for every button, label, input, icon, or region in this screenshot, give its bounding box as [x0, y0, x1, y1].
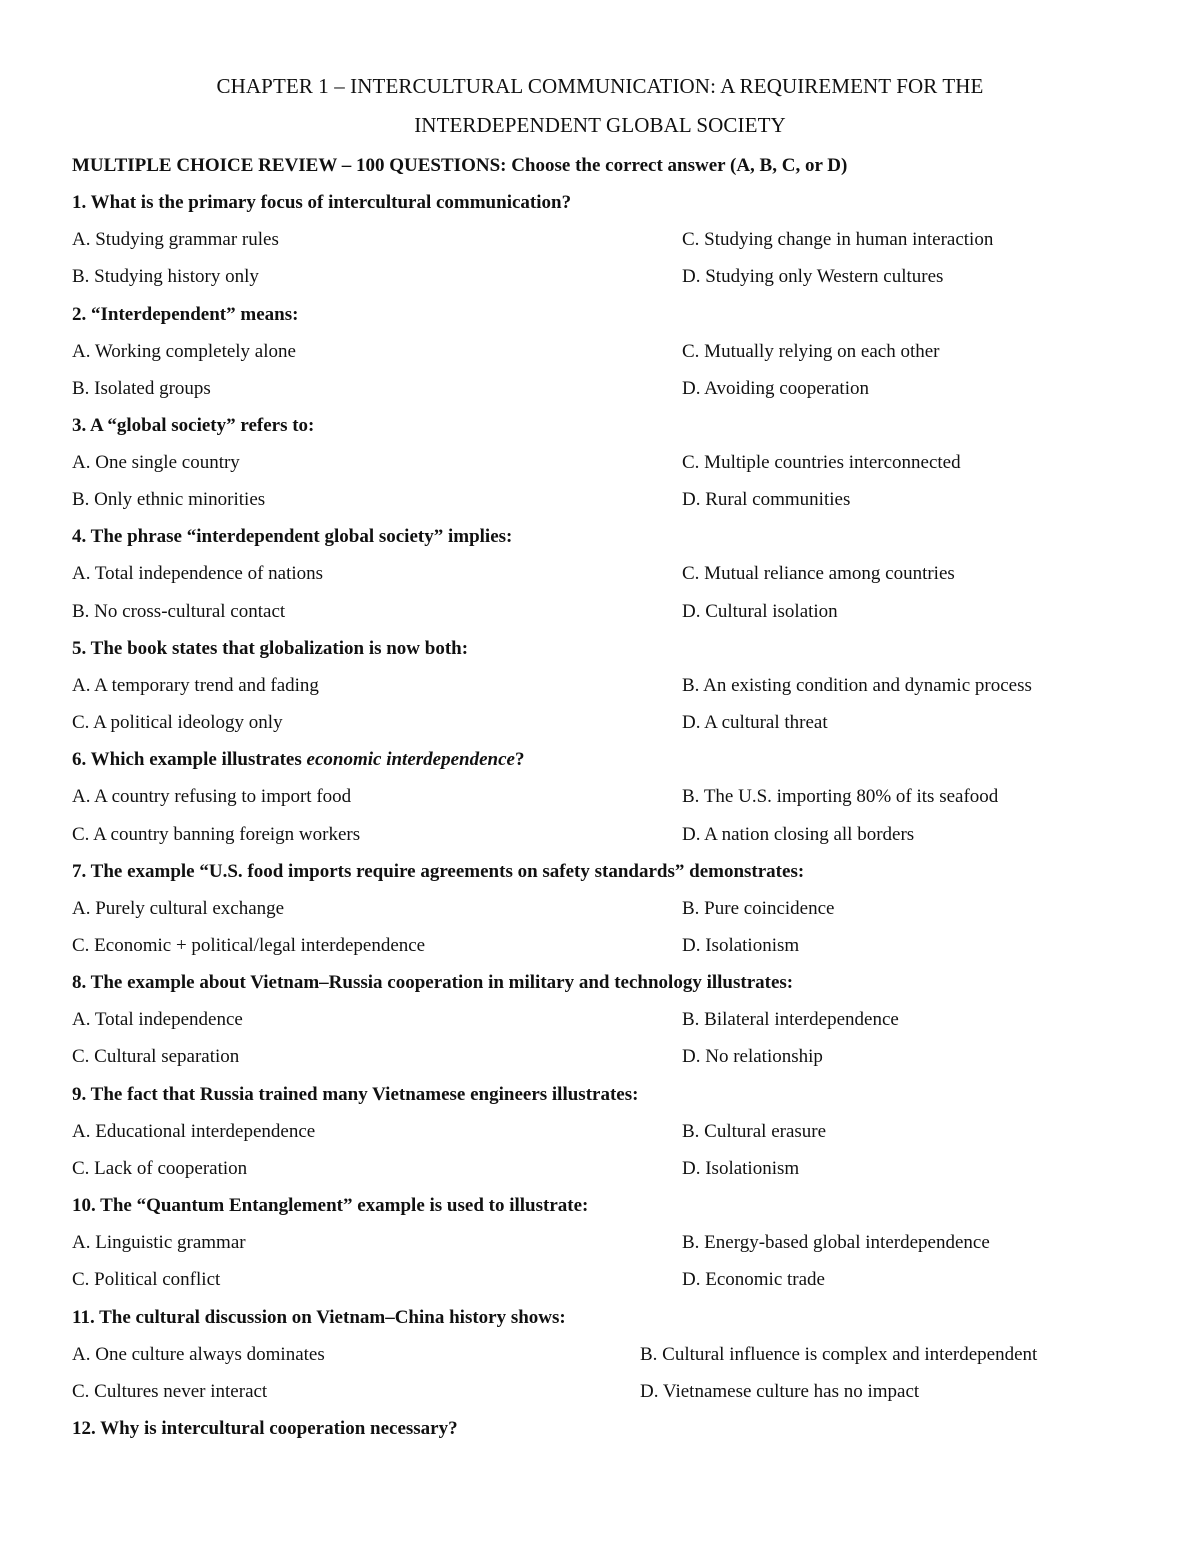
instructions: MULTIPLE CHOICE REVIEW – 100 QUESTIONS: Choose the correct answer (A, B, C, or D)	[72, 155, 848, 176]
q2-option-c: C. Mutually relying on each other	[682, 341, 940, 362]
q6-option-b: B. The U.S. importing 80% of its seafood	[682, 786, 999, 807]
question-6-emphasis: economic interdependence	[306, 749, 515, 770]
q7-option-a: A. Purely cultural exchange	[72, 898, 285, 919]
q9-option-d: D. Isolationism	[682, 1158, 800, 1179]
question-6-text: 6. Which example illustrates	[72, 749, 307, 770]
q11-option-b: B. Cultural influence is complex and interdependent	[640, 1344, 1038, 1365]
q9-option-b: B. Cultural erasure	[682, 1121, 827, 1142]
q8-option-a: A. Total independence	[72, 1009, 243, 1030]
q9-option-a: A. Educational interdependence	[72, 1121, 316, 1142]
q11-option-c: C. Cultures never interact	[72, 1381, 268, 1402]
question-2: 2. “Interdependent” means:	[72, 304, 299, 325]
q9-option-c: C. Lack of cooperation	[72, 1158, 248, 1179]
q5-option-d: D. A cultural threat	[682, 712, 828, 733]
question-8: 8. The example about Vietnam–Russia cooperation in military and technology illustrates:	[72, 972, 794, 993]
q11-option-d: D. Vietnamese culture has no impact	[640, 1381, 920, 1402]
q1-option-b: B. Studying history only	[72, 266, 259, 287]
question-1: 1. What is the primary focus of intercultural communication?	[72, 192, 572, 213]
chapter-title-line-2: INTERDEPENDENT GLOBAL SOCIETY	[414, 113, 786, 137]
q10-option-d: D. Economic trade	[682, 1269, 825, 1290]
q1-option-a: A. Studying grammar rules	[72, 229, 279, 250]
q6-option-d: D. A nation closing all borders	[682, 824, 915, 845]
question-9: 9. The fact that Russia trained many Vietnamese engineers illustrates:	[72, 1084, 639, 1105]
q4-option-d: D. Cultural isolation	[682, 601, 838, 622]
q1-option-c: C. Studying change in human interaction	[682, 229, 994, 250]
chapter-title-line-1: CHAPTER 1 – INTERCULTURAL COMMUNICATION: A REQUIREMENT FOR THE	[216, 74, 984, 98]
q8-option-c: C. Cultural separation	[72, 1046, 240, 1067]
q4-option-c: C. Mutual reliance among countries	[682, 563, 955, 584]
q3-option-b: B. Only ethnic minorities	[72, 489, 266, 510]
q7-option-c: C. Economic + political/legal interdependence	[72, 935, 426, 956]
q8-option-b: B. Bilateral interdependence	[682, 1009, 899, 1030]
q10-option-b: B. Energy-based global interdependence	[682, 1232, 990, 1253]
q3-option-c: C. Multiple countries interconnected	[682, 452, 961, 473]
question-4: 4. The phrase “interdependent global society” implies:	[72, 526, 513, 547]
q4-option-a: A. Total independence of nations	[72, 563, 324, 584]
q4-option-b: B. No cross-cultural contact	[72, 601, 286, 622]
question-7: 7. The example “U.S. food imports require agreements on safety standards” demonstrates:	[72, 861, 805, 882]
question-12: 12. Why is intercultural cooperation necessary?	[72, 1418, 458, 1439]
q10-option-c: C. Political conflict	[72, 1269, 221, 1290]
q7-option-b: B. Pure coincidence	[682, 898, 835, 919]
q3-option-a: A. One single country	[72, 452, 240, 473]
question-5: 5. The book states that globalization is now both:	[72, 638, 469, 659]
q5-option-b: B. An existing condition and dynamic process	[682, 675, 1032, 696]
q1-option-d: D. Studying only Western cultures	[682, 266, 944, 287]
q6-option-a: A. A country refusing to import food	[72, 786, 352, 807]
q6-option-c: C. A country banning foreign workers	[72, 824, 361, 845]
question-3: 3. A “global society” refers to:	[72, 415, 315, 436]
q3-option-d: D. Rural communities	[682, 489, 851, 510]
q5-option-a: A. A temporary trend and fading	[72, 675, 319, 696]
q7-option-d: D. Isolationism	[682, 935, 800, 956]
question-11: 11. The cultural discussion on Vietnam–China history shows:	[72, 1307, 566, 1328]
q8-option-d: D. No relationship	[682, 1046, 823, 1067]
q2-option-d: D. Avoiding cooperation	[682, 378, 869, 399]
q11-option-a: A. One culture always dominates	[72, 1344, 325, 1365]
q5-option-c: C. A political ideology only	[72, 712, 283, 733]
q2-option-a: A. Working completely alone	[72, 341, 296, 362]
q2-option-b: B. Isolated groups	[72, 378, 211, 399]
question-6	[72, 749, 524, 771]
question-6-end: ?	[514, 749, 525, 770]
question-10: 10. The “Quantum Entanglement” example is used to illustrate:	[72, 1195, 589, 1216]
q10-option-a: A. Linguistic grammar	[72, 1232, 246, 1253]
